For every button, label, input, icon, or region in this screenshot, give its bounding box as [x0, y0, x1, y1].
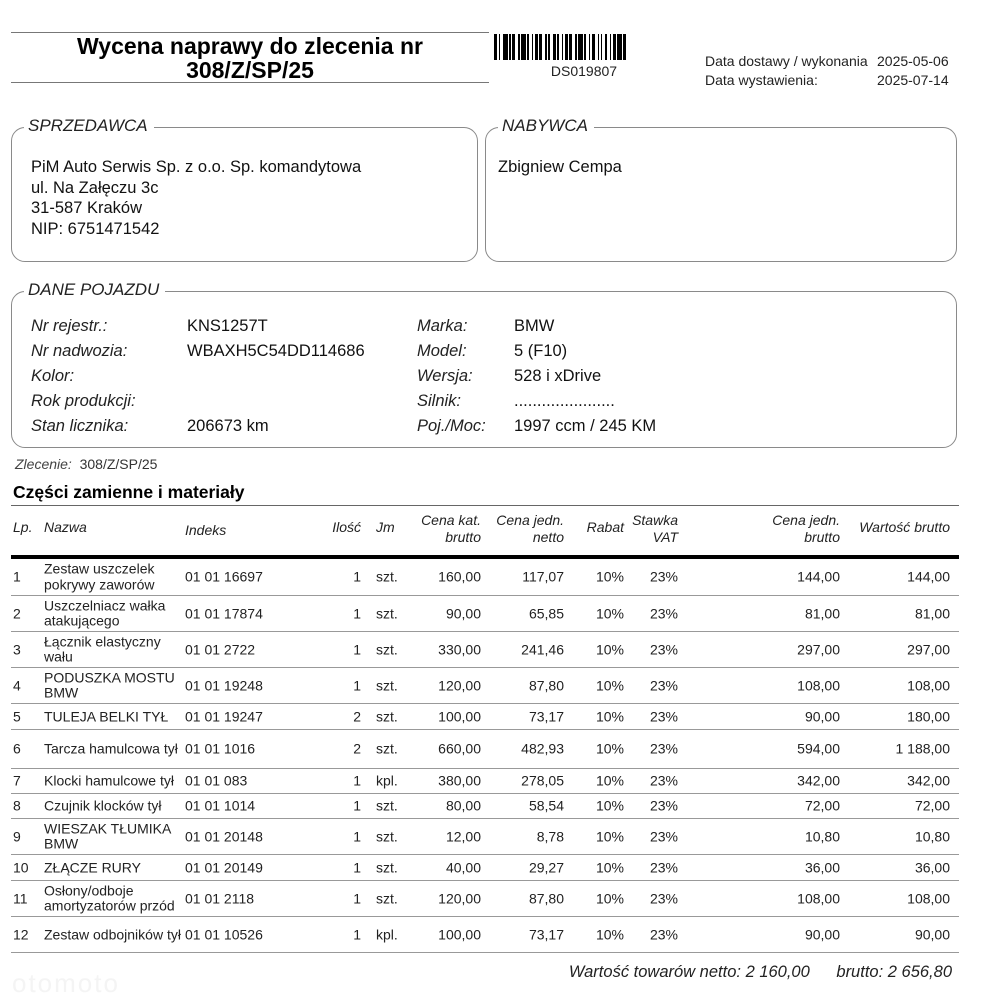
- cell-discount: 10%: [595, 640, 624, 657]
- cell-vat: 23%: [649, 604, 678, 621]
- vehicle-left-fields: [31, 314, 365, 439]
- buyer-box: [485, 116, 957, 262]
- cell-cat-price: 120,00: [438, 676, 481, 693]
- totals: [569, 963, 952, 982]
- watermark: otomoto: [12, 968, 120, 998]
- cell-lp: 3: [13, 640, 21, 657]
- cell-unit-net: 29,27: [528, 858, 564, 875]
- cell-value-gross: 108,00: [907, 889, 950, 906]
- cell-unit-net: 278,05: [521, 772, 564, 789]
- cell-lp: 7: [13, 772, 21, 789]
- cell-value-gross: 10,80: [914, 827, 950, 844]
- cell-vat: 23%: [649, 676, 678, 693]
- field-value: 1997 ccm / 245 KM: [514, 417, 657, 435]
- vehicle-right-fields: [417, 314, 656, 439]
- barcode-icon: [494, 34, 674, 60]
- cell-index: 01 01 1016: [185, 740, 256, 757]
- cell-unit: szt.: [376, 707, 398, 724]
- cell-value-gross: 90,00: [914, 925, 950, 942]
- field-label: Kolor:: [31, 367, 75, 385]
- buyer-legend: NABYWCA: [498, 116, 594, 136]
- cell-value-gross: 108,00: [907, 676, 950, 693]
- cell-qty: 1: [353, 640, 361, 657]
- cell-vat: 23%: [649, 889, 678, 906]
- col-qty: Ilość: [332, 519, 361, 535]
- cell-qty: 1: [353, 772, 361, 789]
- vehicle-field-version: [417, 364, 656, 389]
- cell-unit-net: 241,46: [521, 640, 564, 657]
- table-row: [11, 632, 959, 668]
- cell-unit: szt.: [376, 889, 398, 906]
- field-value: WBAXH5C54DD114686: [187, 342, 365, 360]
- field-label: Nr nadwozia:: [31, 342, 128, 360]
- cell-unit: szt.: [376, 640, 398, 657]
- cell-index: 01 01 20148: [185, 827, 263, 844]
- cell-index: 01 01 2722: [185, 640, 256, 657]
- issue-date-value: 2025-07-14: [877, 72, 949, 88]
- cell-name: Łącznik elastyczny wału: [44, 633, 161, 665]
- cell-index: 01 01 16697: [185, 568, 263, 585]
- cell-qty: 1: [353, 925, 361, 942]
- title-line-2: 308/Z/SP/25: [186, 57, 314, 83]
- cell-lp: 9: [13, 827, 21, 844]
- cell-index: 01 01 10526: [185, 925, 263, 942]
- cell-discount: 10%: [595, 707, 624, 724]
- cell-cat-price: 660,00: [438, 740, 481, 757]
- col-lp: Lp.: [13, 519, 33, 535]
- cell-qty: 2: [353, 740, 361, 757]
- field-label: Nr rejestr.:: [31, 317, 108, 335]
- cell-cat-price: 80,00: [445, 797, 481, 814]
- field-value: 206673 km: [187, 417, 269, 435]
- cell-value-gross: 180,00: [907, 707, 950, 724]
- col-unit: Jm: [376, 519, 395, 535]
- vehicle-field-engine: [417, 389, 656, 414]
- cell-cat-price: 40,00: [445, 858, 481, 875]
- seller-nip: NIP: 6751471542: [31, 219, 160, 238]
- cell-discount: 10%: [595, 772, 624, 789]
- field-value: KNS1257T: [187, 317, 268, 335]
- delivery-date-row: [705, 52, 957, 71]
- cell-unit-net: 73,17: [528, 925, 564, 942]
- field-value: BMW: [514, 317, 555, 335]
- cell-name: Zestaw uszczelek pokrywy zaworów: [44, 560, 155, 592]
- cell-discount: 10%: [595, 740, 624, 757]
- cell-name: PODUSZKA MOSTU BMW: [44, 669, 175, 701]
- cell-discount: 10%: [595, 568, 624, 585]
- cell-discount: 10%: [595, 676, 624, 693]
- cell-cat-price: 12,00: [445, 827, 481, 844]
- buyer-name: Zbigniew Cempa: [498, 158, 622, 176]
- cell-cat-price: 100,00: [438, 707, 481, 724]
- cell-qty: 1: [353, 676, 361, 693]
- cell-lp: 2: [13, 604, 21, 621]
- cell-unit-net: 117,07: [522, 568, 564, 585]
- cell-lp: 8: [13, 797, 21, 814]
- cell-qty: 1: [353, 797, 361, 814]
- vehicle-field-model: [417, 339, 656, 364]
- field-label: Stan licznika:: [31, 417, 129, 435]
- cell-name: WIESZAK TŁUMIKA BMW: [44, 820, 171, 852]
- vehicle-field-mileage: [31, 414, 365, 439]
- field-label: Model:: [417, 342, 467, 360]
- cell-unit: szt.: [376, 797, 398, 814]
- cell-vat: 23%: [649, 640, 678, 657]
- cell-unit: szt.: [376, 827, 398, 844]
- cell-lp: 10: [13, 858, 29, 875]
- cell-value-gross: 81,00: [914, 604, 950, 621]
- cell-vat: 23%: [649, 772, 678, 789]
- cell-name: TULEJA BELKI TYŁ: [44, 707, 169, 724]
- col-discount: Rabat: [586, 519, 624, 535]
- field-label: Marka:: [417, 317, 468, 335]
- cell-lp: 4: [13, 676, 21, 693]
- cell-unit: szt.: [376, 740, 398, 757]
- cell-name: Uszczelniacz wałka atakującego: [44, 597, 166, 629]
- cell-unit-gross: 108,00: [797, 676, 840, 693]
- title-line-1: Wycena naprawy do zlecenia nr: [77, 33, 423, 59]
- cell-value-gross: 36,00: [914, 858, 950, 875]
- cell-qty: 1: [353, 568, 361, 585]
- total-gross-label: brutto:: [836, 963, 884, 981]
- field-value: 528 i xDrive: [514, 367, 602, 385]
- col-value-gross: Wartość brutto: [859, 519, 950, 535]
- cell-qty: 1: [353, 858, 361, 875]
- cell-unit-gross: 90,00: [804, 925, 840, 942]
- col-unit-gross: Cena jedn. brutto: [772, 512, 840, 545]
- barcode-text: DS019807: [550, 63, 618, 79]
- cell-name: ZŁĄCZE RURY: [44, 858, 141, 875]
- table-row: [11, 769, 959, 794]
- order-label: Zlecenie:: [15, 456, 72, 472]
- table-row: [11, 704, 959, 730]
- cell-vat: 23%: [649, 568, 678, 585]
- vehicle-field-vin: [31, 339, 365, 364]
- cell-cat-price: 90,00: [445, 604, 481, 621]
- field-label: Silnik:: [417, 392, 462, 410]
- order-value: 308/Z/SP/25: [79, 456, 158, 472]
- document-title: [11, 32, 489, 83]
- cell-value-gross: 297,00: [907, 640, 950, 657]
- seller-name: PiM Auto Serwis Sp. z o.o. Sp. komandytowa: [31, 158, 362, 176]
- cell-unit: szt.: [376, 858, 398, 875]
- vehicle-field-make: [417, 314, 656, 339]
- cell-unit: kpl.: [376, 925, 398, 942]
- cell-unit: szt.: [376, 568, 398, 585]
- cell-lp: 11: [13, 889, 28, 906]
- cell-unit-gross: 72,00: [804, 797, 840, 814]
- cell-name: Klocki hamulcowe tył: [44, 772, 174, 789]
- cell-discount: 10%: [595, 604, 624, 621]
- cell-vat: 23%: [649, 925, 678, 942]
- cell-qty: 1: [353, 889, 361, 906]
- cell-name: Osłony/odboje amortyzatorów przód: [44, 882, 175, 914]
- cell-vat: 23%: [649, 707, 678, 724]
- cell-unit-gross: 297,00: [797, 640, 840, 657]
- issue-date-row: [705, 71, 957, 90]
- order-reference: [15, 456, 157, 472]
- col-unit-net: Cena jedn. netto: [496, 512, 564, 545]
- cell-qty: 1: [353, 827, 361, 844]
- cell-unit-gross: 36,00: [804, 858, 840, 875]
- vehicle-legend: DANE POJAZDU: [24, 280, 165, 300]
- cell-index: 01 01 19247: [185, 707, 263, 724]
- cell-unit-net: 87,80: [528, 889, 564, 906]
- cell-unit-gross: 594,00: [797, 740, 840, 757]
- document-dates: [705, 52, 957, 90]
- vehicle-field-registration: [31, 314, 365, 339]
- cell-index: 01 01 1014: [185, 797, 256, 814]
- cell-name: Czujnik klocków tył: [44, 797, 162, 814]
- cell-unit: kpl.: [376, 772, 398, 789]
- cell-cat-price: 380,00: [438, 772, 481, 789]
- cell-unit-gross: 90,00: [804, 707, 840, 724]
- table-row: [11, 596, 959, 632]
- col-vat: Stawka VAT: [632, 512, 678, 545]
- vehicle-field-capacity-power: [417, 414, 656, 439]
- cell-name: Tarcza hamulcowa tył: [44, 740, 178, 757]
- parts-table: [11, 506, 959, 953]
- cell-unit-gross: 144,00: [797, 568, 840, 585]
- cell-unit-gross: 342,00: [797, 772, 840, 789]
- cell-discount: 10%: [595, 925, 624, 942]
- cell-cat-price: 120,00: [438, 889, 481, 906]
- seller-legend: SPRZEDAWCA: [24, 116, 154, 136]
- cell-index: 01 01 083: [185, 772, 248, 789]
- cell-qty: 2: [353, 707, 361, 724]
- seller-address: [31, 157, 361, 239]
- table-row: [11, 794, 959, 819]
- cell-unit-net: 8,78: [536, 827, 564, 844]
- seller-street: ul. Na Załęczu 3c: [31, 178, 159, 197]
- delivery-date-label: Data dostawy / wykonania: [705, 53, 868, 69]
- parts-table-body: [11, 559, 959, 953]
- cell-unit-gross: 10,80: [804, 827, 840, 844]
- table-row: [11, 881, 959, 917]
- cell-index: 01 01 19248: [185, 676, 263, 693]
- cell-vat: 23%: [649, 797, 678, 814]
- total-net-value: 2 160,00: [745, 963, 810, 981]
- cell-value-gross: 1 188,00: [895, 740, 950, 757]
- total-net-label: Wartość towarów netto:: [568, 963, 741, 981]
- cell-vat: 23%: [649, 827, 678, 844]
- cell-discount: 10%: [595, 858, 624, 875]
- seller-box: [11, 116, 478, 262]
- col-index: Indeks: [185, 522, 227, 538]
- cell-qty: 1: [353, 604, 361, 621]
- col-cat-price: Cena kat. brutto: [421, 512, 481, 545]
- field-label: Poj./Moc:: [417, 417, 486, 435]
- cell-unit-gross: 108,00: [797, 889, 840, 906]
- col-name: Nazwa: [44, 519, 87, 535]
- cell-lp: 5: [13, 707, 21, 724]
- cell-cat-price: 330,00: [438, 640, 481, 657]
- cell-index: 01 01 20149: [185, 858, 263, 875]
- issue-date-label: Data wystawienia:: [705, 72, 818, 88]
- buyer-address: [498, 157, 622, 178]
- cell-cat-price: 160,00: [438, 568, 481, 585]
- vehicle-field-year: [31, 389, 365, 414]
- table-row: [11, 559, 959, 596]
- cell-lp: 1: [13, 568, 21, 585]
- cell-unit-gross: 81,00: [804, 604, 840, 621]
- cell-value-gross: 144,00: [907, 568, 950, 585]
- field-label: Rok produkcji:: [31, 392, 136, 410]
- vehicle-field-color: [31, 364, 365, 389]
- table-row: [11, 668, 959, 704]
- cell-unit: szt.: [376, 676, 398, 693]
- parts-table-header: [11, 506, 959, 559]
- delivery-date-value: 2025-05-06: [877, 53, 949, 69]
- cell-vat: 23%: [649, 740, 678, 757]
- cell-index: 01 01 2118: [185, 889, 255, 906]
- field-label: Wersja:: [417, 367, 473, 385]
- vehicle-box: [11, 280, 957, 448]
- cell-discount: 10%: [595, 827, 624, 844]
- field-value: 5 (F10): [514, 342, 568, 360]
- cell-discount: 10%: [595, 889, 624, 906]
- cell-lp: 6: [13, 740, 21, 757]
- seller-city: 31-587 Kraków: [31, 199, 142, 217]
- cell-lp: 12: [13, 925, 29, 942]
- cell-unit-net: 65,85: [528, 604, 564, 621]
- cell-unit-net: 482,93: [521, 740, 564, 757]
- table-row: [11, 730, 959, 769]
- cell-discount: 10%: [595, 797, 624, 814]
- cell-cat-price: 100,00: [438, 925, 481, 942]
- cell-unit-net: 87,80: [528, 676, 564, 693]
- field-value: ......................: [514, 392, 615, 410]
- table-row: [11, 917, 959, 953]
- cell-name: Zestaw odbojników tył: [44, 925, 181, 942]
- cell-unit-net: 58,54: [528, 797, 564, 814]
- cell-vat: 23%: [649, 858, 678, 875]
- cell-unit-net: 73,17: [528, 707, 564, 724]
- table-row: [11, 855, 959, 881]
- table-row: [11, 819, 959, 855]
- cell-value-gross: 342,00: [907, 772, 950, 789]
- cell-value-gross: 72,00: [914, 797, 950, 814]
- cell-index: 01 01 17874: [185, 604, 263, 621]
- parts-section-title: Części zamienne i materiały: [13, 482, 245, 502]
- total-gross-value: 2 656,80: [887, 963, 952, 981]
- cell-unit: szt.: [376, 604, 398, 621]
